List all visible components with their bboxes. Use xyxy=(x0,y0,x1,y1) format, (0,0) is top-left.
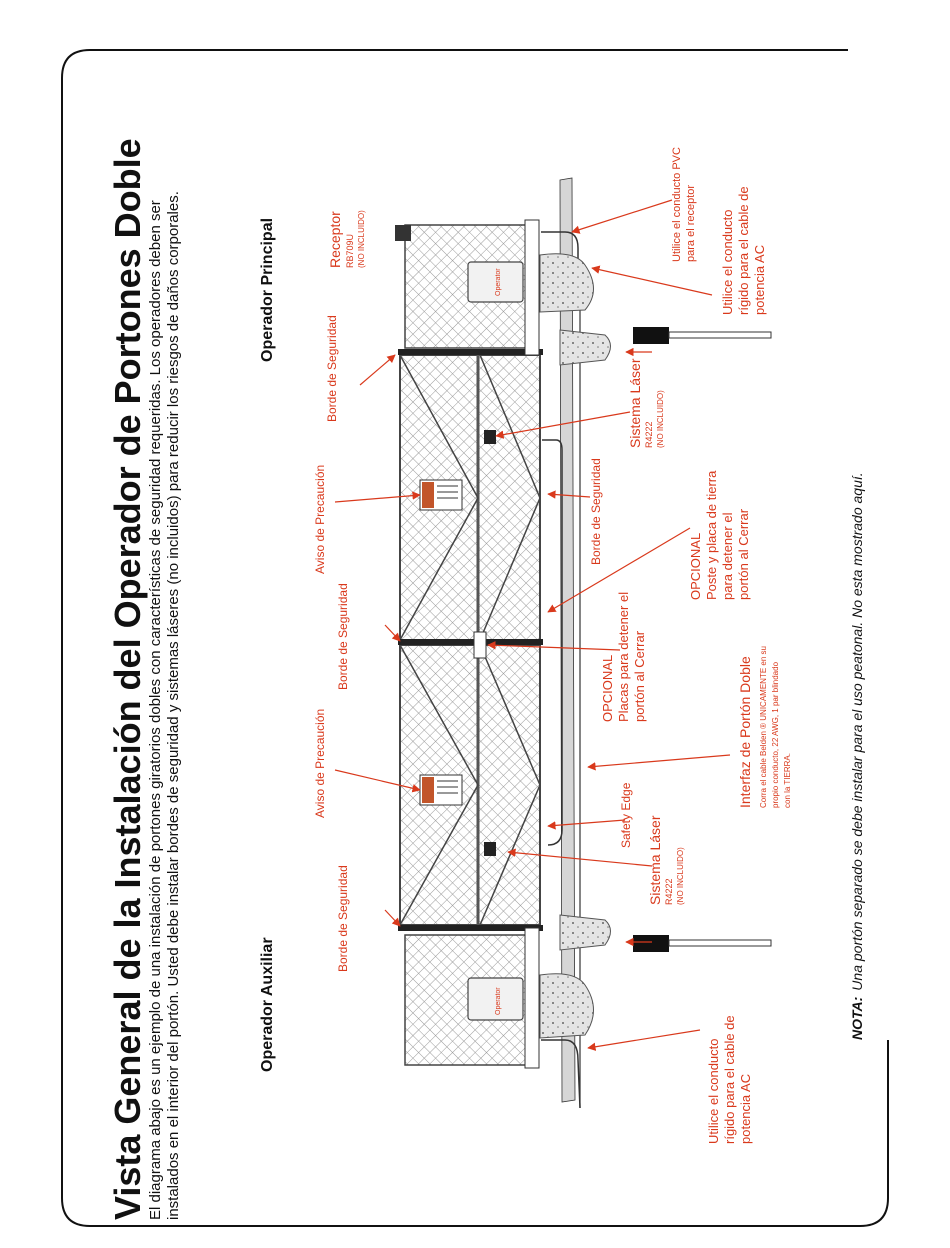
laser-top-model: R4222 xyxy=(644,421,654,448)
aviso-precaucion-label-1: Aviso de Precaución xyxy=(313,464,327,574)
operador-principal-header: Operador Principal xyxy=(259,217,276,362)
operador-auxiliar-header: Operador Auxiliar xyxy=(259,937,276,1072)
caution-sign-bottom xyxy=(420,775,462,805)
opcional-placas-label: OPCIONAL xyxy=(600,654,615,722)
intro-line-1: El diagrama abajo es un ejemplo de una instalación de portones giratorios dobles con características de seguridad requeridas. Los operadores deben ser xyxy=(147,200,164,1220)
stop-pad-top xyxy=(560,330,611,365)
post-top xyxy=(525,220,539,355)
interfaz-porton-note-3: con la TIERRA. xyxy=(783,753,792,808)
intro-line-2: instalados en el interior del portón. Usted debe instalar bordes de seguridad y sistemas láseres (no incluidos) para reducir los riesgos de daños corporales. xyxy=(165,191,182,1220)
rigid-conduit-top-label-3: potencia AC xyxy=(752,244,767,315)
safety-edge-top xyxy=(398,349,543,355)
borde-seguridad-label-4: Borde de Seguridad xyxy=(336,865,350,972)
footnote-text: Una portón separado se debe instalar para el uso peatonal. No esta mostrado aquí. xyxy=(849,472,865,991)
laser-post-bottom xyxy=(633,935,771,952)
svg-text:Operator: Operator xyxy=(495,987,502,1015)
opcional-placas-label-2: Placas para detener el xyxy=(616,591,631,722)
opcional-poste-label: OPCIONAL xyxy=(688,532,703,600)
laser-bottom-not-included: (NO INCLUIDO) xyxy=(676,847,685,905)
stop-plate-mid xyxy=(474,632,486,658)
operator-top xyxy=(468,262,523,302)
post-bottom xyxy=(525,928,539,1068)
footnote xyxy=(849,472,865,1040)
interfaz-porton-label: Interfaz de Portón Doble xyxy=(737,656,753,808)
pvc-conduit-label: Utilice el conducto PVC xyxy=(671,147,683,262)
aviso-precaucion-label-2: Aviso de Precaución xyxy=(313,708,327,818)
laser-top-not-included: (NO INCLUIDO) xyxy=(656,390,665,448)
rigid-conduit-bottom-label: Utilice el conducto xyxy=(706,1038,721,1144)
receptor-label: Receptor xyxy=(327,211,343,268)
opcional-poste-label-2: Poste y placa de tierra xyxy=(704,470,719,600)
svg-text:Operator: Operator xyxy=(495,268,502,296)
concrete-pad-bottom xyxy=(540,974,594,1038)
gate-interface-conduit xyxy=(542,440,562,845)
receptor-model: RB709U xyxy=(345,233,355,268)
opcional-poste-label-3: para detener el xyxy=(720,512,735,600)
laser-post-top xyxy=(633,327,771,344)
caution-sign-top xyxy=(420,480,462,510)
operator-bottom xyxy=(468,978,523,1020)
rigid-conduit-top-label: Utilice el conducto xyxy=(720,209,735,315)
stop-pad-bottom xyxy=(560,915,611,950)
receptor-not-included: (NO INCLUIDO) xyxy=(357,210,366,268)
laser-bottom-model: R4222 xyxy=(664,878,674,905)
safety-edge-bottom xyxy=(398,925,543,931)
laser-sensor-bottom xyxy=(484,842,496,856)
rigid-conduit-bottom-label-3: potencia AC xyxy=(738,1073,753,1144)
borde-seguridad-label-3: Borde de Seguridad xyxy=(589,458,603,565)
pvc-conduit-label-2: para el receptor xyxy=(685,184,697,262)
laser-sensor-top xyxy=(484,430,496,444)
laser-top-label: Sistema Láser xyxy=(627,358,643,448)
concrete-pad-top xyxy=(540,254,594,312)
safety-edge-mid xyxy=(398,639,543,645)
footnote-label: NOTA: xyxy=(849,996,865,1040)
borde-seguridad-label-1: Borde de Seguridad xyxy=(325,315,339,422)
page-title: Vista General de la Instalación del Operador de Portones Doble xyxy=(107,138,148,1220)
rigid-conduit-bottom-label-2: rígido para el cable de xyxy=(722,1015,737,1144)
interfaz-porton-note-2: propio conducto, 22 AWG, 1 par blindado xyxy=(771,661,780,808)
interfaz-porton-note-1: Corra el cable Belden ® UNICAMENTE en su xyxy=(759,646,768,808)
laser-bottom-label: Sistema Láser xyxy=(647,815,663,905)
opcional-placas-label-3: portón al Cerrar xyxy=(632,630,647,722)
borde-seguridad-label-2: Borde de Seguridad xyxy=(336,583,350,690)
opcional-poste-label-4: portón al Cerrar xyxy=(736,508,751,600)
rigid-conduit-top-label-2: rígido para el cable de xyxy=(736,186,751,315)
receptor-box xyxy=(395,225,411,241)
safety-edge-label: Safety Edge xyxy=(619,782,633,848)
